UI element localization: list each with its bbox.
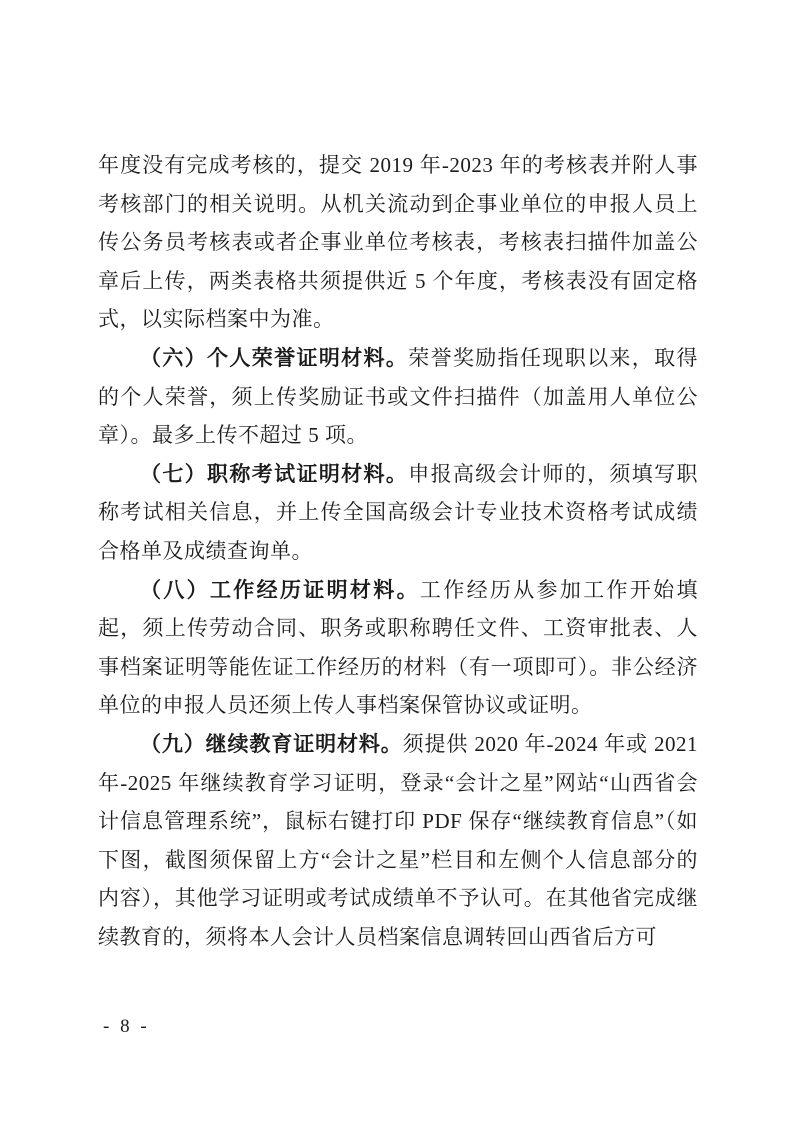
paragraph-text: 年度没有完成考核的，提交 2019 年-2023 年的考核表并附人事考核部门的相关说明。从机关流动到企事业单位的申报人员上传公务员考核表或者企事业单位考核表，考核表扫描件加盖公章后上传，两类表格共须提供近 5 个年度，考核表没有固定格式，以实际档案中为准。 [98, 153, 698, 332]
section-label: （八）工作经历证明材料。 [140, 577, 420, 602]
paragraph-text: 工作经历从参加工作开始填起，须上传劳动合同、职务或职称聘任文件、工资审批表、人事档案证明等能佐证工作经历的材料（有一项即可）。非公经济单位的申报人员还须上传人事档案保管协议或证明。 [98, 577, 699, 718]
paragraph-continuation [98, 146, 698, 339]
section-label: （六）个人荣誉证明材料。 [140, 345, 409, 370]
paragraph-section-9 [98, 725, 698, 957]
section-label: （七）职称考试证明材料。 [140, 461, 409, 486]
paragraph-section-7 [98, 455, 698, 571]
section-label: （九）继续教育证明材料。 [140, 731, 403, 756]
paragraph-text: 荣誉奖励指任现职以来，取得的个人荣誉，须上传奖励证书或文件扫描件（加盖用人单位公章）。最多上传不超过 5 项。 [98, 345, 698, 448]
paragraph-text: 申报高级会计师的，须填写职称考试相关信息，并上传全国高级会计专业技术资格考试成绩合格单及成绩查询单。 [98, 461, 698, 563]
paragraph-section-6 [98, 339, 698, 455]
paragraph-section-8 [98, 571, 698, 725]
page-number: - 8 - [103, 1016, 150, 1037]
paragraph-text: 须提供 2020 年-2024 年或 2021 年-2025 年继续教育学习证明，登录“会计之星”网站“山西省会计信息管理系统”，鼠标右键打印 PDF 保存“继续教育信息”（如下图，截图须保留上方“会计之星”栏目和左侧个人信息部分的内容），其他学习证明或考试成绩单不予认可。在其他省完成继续教育的，须将本人会计人员档案信息调转回山西省后方可 [98, 731, 698, 949]
document-body [98, 146, 698, 956]
